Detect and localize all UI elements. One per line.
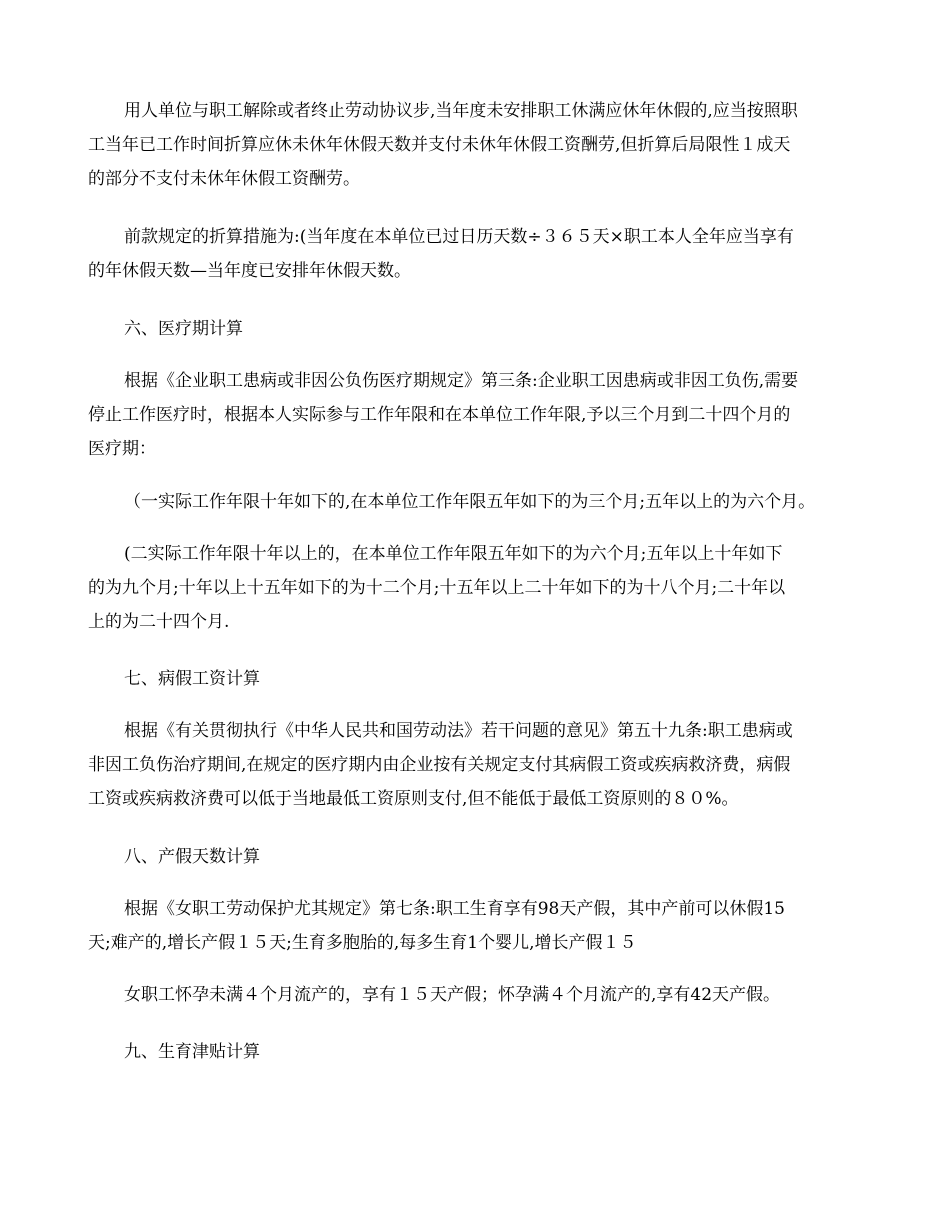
text-line: 工资或疾病救济费可以低于当地最低工资原则支付,但不能低于最低工资原则的８０%。 xyxy=(88,789,739,809)
text-line: 的部分不支付未休年休假工资酬劳。 xyxy=(88,169,360,189)
section-heading: 七、病假工资计算 xyxy=(124,669,260,689)
text-line: (二实际工作年限十年以上的，在本单位工作年限五年如下的为六个月;五年以上十年如下 xyxy=(124,544,783,564)
text-line: 上的为二十四个月. xyxy=(88,612,230,632)
section-heading: 九、生育津贴计算 xyxy=(124,1042,260,1062)
text-line: 医疗期： xyxy=(88,439,156,459)
text-line: 的为九个月;十年以上十五年如下的为十二个月;十五年以上二十年如下的为十八个月;二十年以 xyxy=(88,578,786,598)
text-line: （一实际工作年限十年如下的,在本单位工作年限五年如下的为三个月;五年以上的为六个月。 xyxy=(124,492,816,512)
section-heading: 八、产假天数计算 xyxy=(124,847,260,867)
text-line: 根据《企业职工患病或非因公负伤医疗期规定》第三条:企业职工因患病或非因工负伤,需要 xyxy=(124,371,799,391)
text-line: 工当年已工作时间折算应休未休年休假天数并支付未休年休假工资酬劳,但折算后局限性１成天 xyxy=(88,135,791,155)
text-line: 根据《有关贯彻执行《中华人民共和国劳动法》若干问题的意见》第五十九条:职工患病或 xyxy=(124,721,793,741)
text-line: 根据《女职工劳动保护尤其规定》第七条:职工生育享有98天产假，其中产前可以休假15 xyxy=(124,899,785,919)
section-heading: 六、医疗期计算 xyxy=(124,319,243,339)
text-line: 用人单位与职工解除或者终止劳动协议步,当年度未安排职工休满应休年休假的,应当按照职 xyxy=(124,101,798,121)
text-line: 女职工怀孕未满４个月流产的，享有１５天产假；怀孕满４个月流产的,享有42天产假。 xyxy=(124,985,781,1005)
text-line: 的年休假天数—当年度已安排年休假天数。 xyxy=(88,261,411,281)
text-line: 前款规定的折算措施为:(当年度在本单位已过日历天数÷３６５天×职工本人全年应当享有 xyxy=(124,227,794,247)
text-line: 非因工负伤治疗期间,在规定的医疗期内由企业按有关规定支付其病假工资或疾病救济费，病假 xyxy=(88,755,791,775)
text-line: 停止工作医疗时，根据本人实际参与工作年限和在本单位工作年限,予以三个月到二十四个月的 xyxy=(88,405,791,425)
text-line: 天;难产的,增长产假１５天;生育多胞胎的,每多生育1个婴儿,增长产假１５ xyxy=(88,933,637,953)
